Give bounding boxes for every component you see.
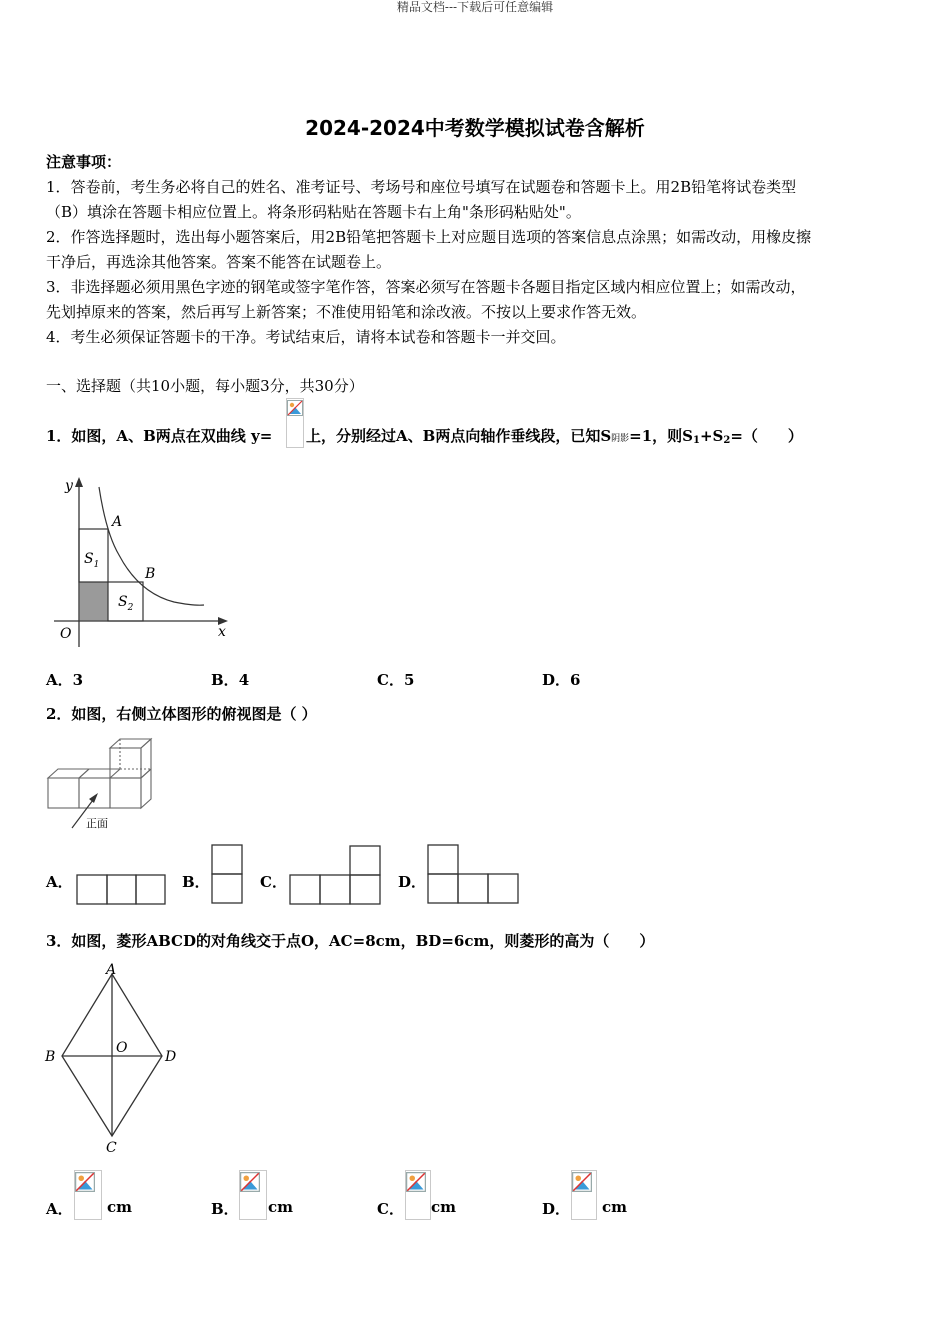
- point-a-label: A: [112, 514, 123, 530]
- shaded-region: [79, 582, 108, 621]
- q3-option-c-unit: cm: [431, 1198, 457, 1216]
- notes-line: （B）填涂在答题卡相应位置上。将条形码粘贴在答题卡右上角"条形码粘贴处"。: [46, 203, 581, 221]
- front-label: 正面: [86, 817, 108, 830]
- q1-text-before: 1．如图，A、B两点在双曲线 y=: [46, 427, 273, 445]
- broken-image-icon: [239, 1170, 267, 1220]
- q2-option-c-figure[interactable]: [289, 845, 383, 907]
- notes-line: 2．作答选择题时，选出每小题答案后，用2B铅笔把答题卡上对应题目选项的答案信息点涂黑；如需改动，用橡皮擦: [46, 228, 812, 246]
- q2-option-b-label[interactable]: B．: [182, 873, 210, 891]
- q3-option-d-label[interactable]: D．: [542, 1200, 571, 1218]
- broken-image-icon: [571, 1170, 597, 1220]
- y-label: y: [65, 478, 73, 494]
- notes-line: 1．答卷前，考生务必将自己的姓名、准考证号、考场号和座位号填写在试题卷和答题卡上。用2B铅笔将试卷类型: [46, 178, 797, 196]
- notes-heading: 注意事项：: [46, 153, 122, 171]
- s1-label: $S_1$: [84, 551, 100, 570]
- q3-option-b-label[interactable]: B．: [211, 1200, 239, 1218]
- cube-front: [110, 778, 141, 808]
- page-title: 2024-2024中考数学模拟试卷含解析: [305, 116, 645, 140]
- center-o-label: O: [116, 1040, 128, 1056]
- page-header: 精品文档---下载后可任意编辑: [396, 0, 554, 14]
- notes-line: 先划掉原来的答案，然后再写上新答案；不准使用铅笔和涂改液。不按以上要求作答无效。: [46, 303, 647, 321]
- broken-image-icon: [286, 398, 304, 448]
- broken-image-icon: [405, 1170, 431, 1220]
- image-placeholder-icon: [406, 1172, 426, 1192]
- q3-rhombus-figure: [42, 960, 182, 1155]
- broken-image-icon: [74, 1170, 102, 1220]
- vertex-a-label: A: [106, 962, 117, 978]
- q1-option-a[interactable]: A．3: [46, 671, 84, 689]
- vertex-c-label: C: [106, 1140, 117, 1155]
- image-placeholder-icon: [572, 1172, 592, 1192]
- q2-option-c-label[interactable]: C．: [260, 873, 287, 891]
- q3-text: 3．如图，菱形ABCD的对角线交于点O，AC=8cm，BD=6cm，则菱形的高为（ ）: [46, 932, 655, 950]
- q2-option-d-label[interactable]: D．: [398, 873, 427, 891]
- vertex-b-label: B: [45, 1049, 56, 1065]
- q1-option-d[interactable]: D．6: [542, 671, 581, 689]
- origin-label: O: [60, 626, 72, 642]
- q2-text: 2．如图，右侧立体图形的俯视图是（ ）: [46, 705, 317, 723]
- image-placeholder-icon: [240, 1172, 260, 1192]
- q1-text-after: 上，分别经过A、B两点向轴作垂线段，已知S阴影=1，则$S_1+S_2=$（ ）: [306, 427, 803, 446]
- y-axis-arrow: [75, 477, 83, 487]
- vertex-d-label: D: [165, 1049, 177, 1065]
- q2-option-b-figure[interactable]: [211, 844, 245, 906]
- q2-option-d-figure[interactable]: [427, 844, 521, 906]
- s2-label: $S_2$: [118, 594, 134, 613]
- point-b-label: B: [145, 566, 156, 582]
- notes-line: 干净后，再选涂其他答案。答案不能答在试题卷上。: [46, 253, 392, 271]
- q2-option-a-label[interactable]: A．: [46, 873, 73, 891]
- cube-front: [48, 778, 79, 808]
- q1-option-b[interactable]: B．4: [211, 671, 250, 689]
- image-placeholder-icon: [287, 400, 303, 416]
- cube-front: [79, 778, 110, 808]
- q3-option-a-label[interactable]: A．: [46, 1200, 73, 1218]
- q3-option-b-unit: cm: [268, 1198, 294, 1216]
- notes-line: 4．考生必须保证答题卡的干净。考试结束后，请将本试卷和答题卡一并交回。: [46, 328, 566, 346]
- image-placeholder-icon: [75, 1172, 95, 1192]
- q3-option-c-label[interactable]: C．: [377, 1200, 404, 1218]
- hyperbola-curve: [99, 487, 204, 605]
- q2-solid-figure: [44, 736, 164, 836]
- q1-option-c[interactable]: C．5: [377, 671, 415, 689]
- notes-line: 3．非选择题必须用黑色字迹的钢笔或签字笔作答，答案必须写在答题卡各题目指定区域内相应位置上；如需改动，: [46, 278, 806, 296]
- q1-hyperbola-figure: [44, 475, 234, 655]
- q2-option-a-figure[interactable]: [76, 874, 168, 906]
- x-label: x: [218, 624, 226, 640]
- q3-option-a-unit: cm: [107, 1198, 133, 1216]
- section-heading: 一、选择题（共10小题，每小题3分，共30分）: [46, 377, 364, 395]
- q3-option-d-unit: cm: [602, 1198, 628, 1216]
